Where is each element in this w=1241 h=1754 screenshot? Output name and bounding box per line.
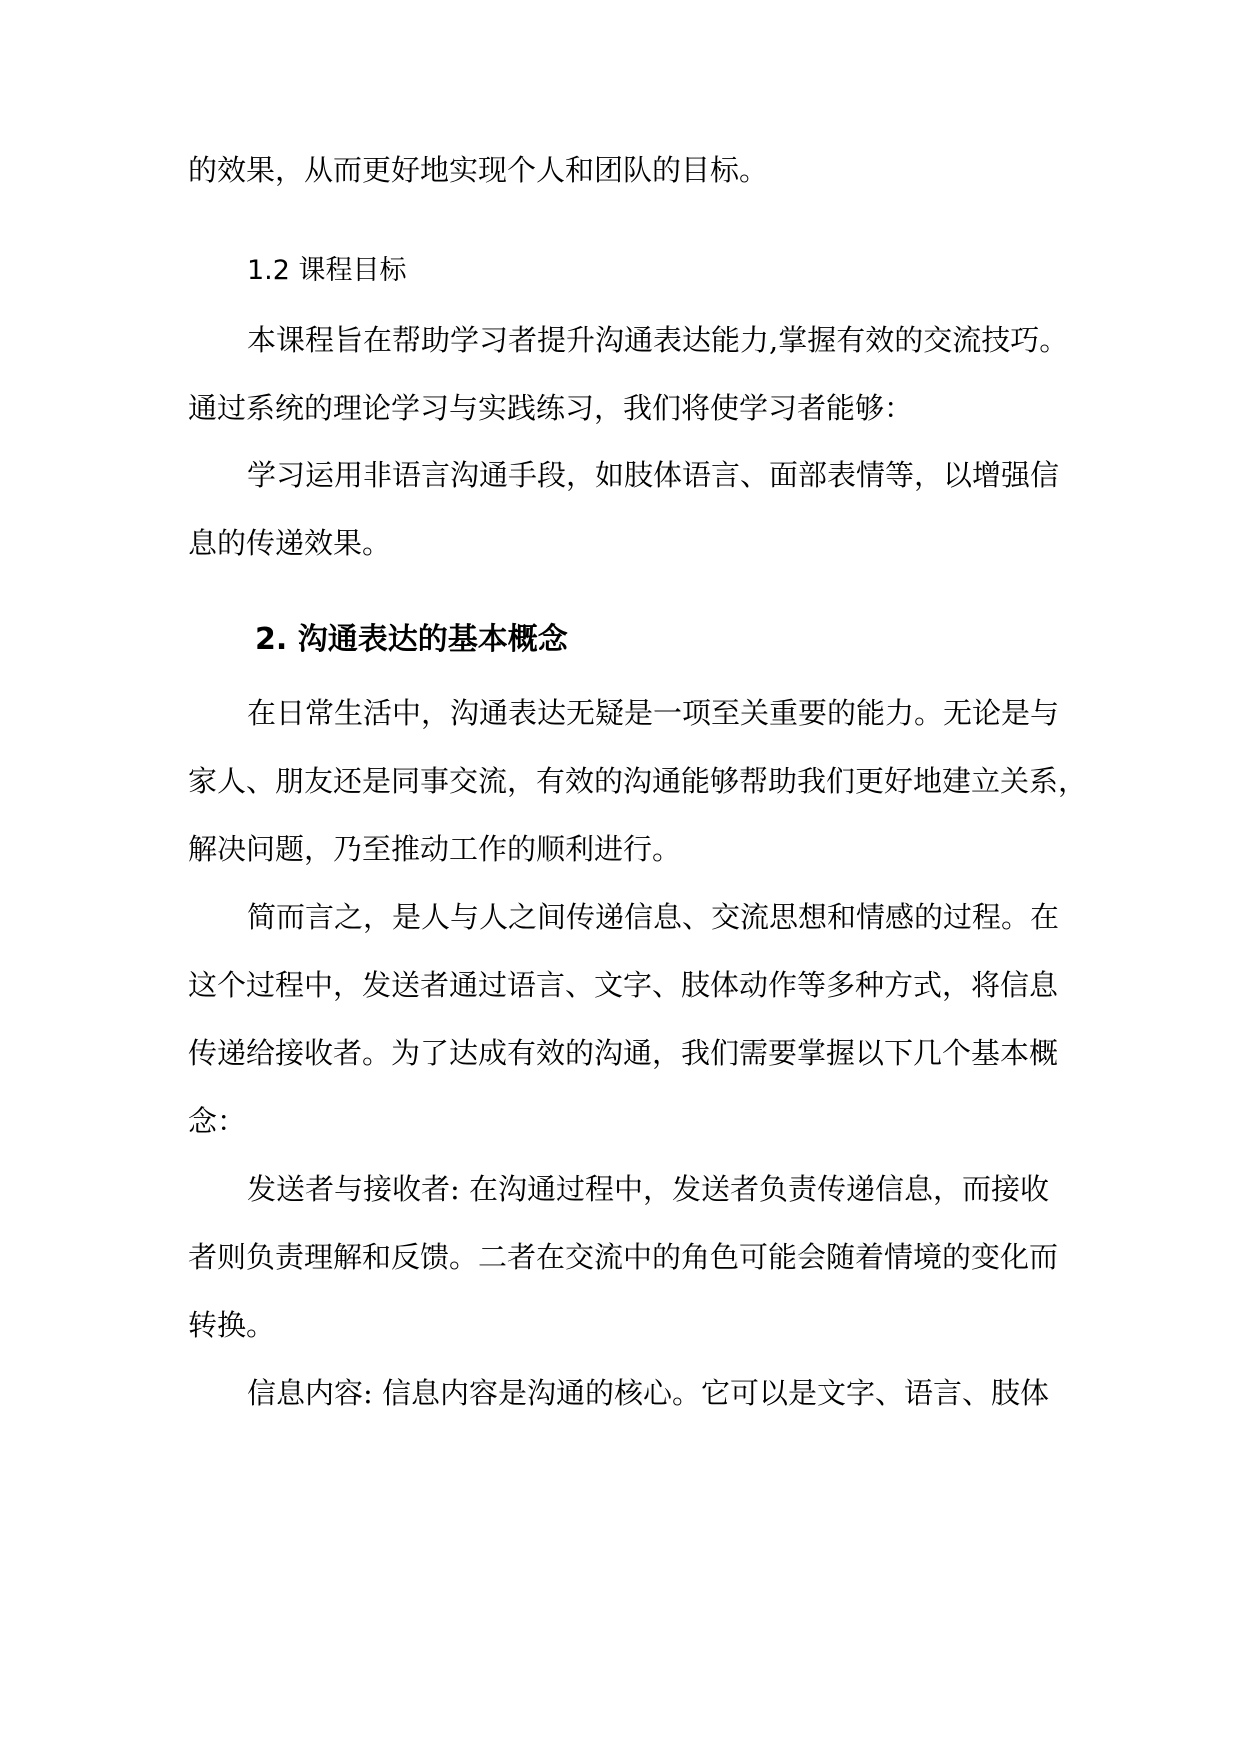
body-text-line: 本课程旨在帮助学习者提升沟通表达能力,掌握有效的交流技巧。 (247, 323, 1069, 357)
body-text-line: 家人、朋友还是同事交流，有效的沟通能够帮助我们更好地建立关系， (188, 764, 1088, 798)
body-text-line: 信息内容: 信息内容是沟通的核心。它可以是文字、语言、肢体 (247, 1376, 1049, 1410)
section-1-2-heading: 1.2 课程目标 (247, 255, 407, 286)
body-text-line: 发送者与接收者: 在沟通过程中，发送者负责传递信息，而接收 (247, 1172, 1049, 1206)
body-text-line: 解决问题，乃至推动工作的顺利进行。 (188, 832, 682, 866)
body-text-line: 者则负责理解和反馈。二者在交流中的角色可能会随着情境的变化而 (188, 1240, 1059, 1274)
body-text-line: 通过系统的理论学习与实践练习，我们将使学习者能够： (188, 391, 914, 425)
section-2-heading: 2. 沟通表达的基本概念 (255, 622, 568, 657)
body-text-line: 在日常生活中，沟通表达无疑是一项至关重要的能力。无论是与 (247, 696, 1060, 730)
body-text-line: 的效果，从而更好地实现个人和团队的目标。 (188, 153, 769, 187)
body-text-line: 息的传递效果。 (188, 526, 392, 560)
body-text-line: 这个过程中，发送者通过语言、文字、肢体动作等多种方式，将信息 (188, 968, 1059, 1002)
body-text-line: 转换。 (188, 1308, 276, 1342)
body-text-line: 学习运用非语言沟通手段，如肢体语言、面部表情等，以增强信 (247, 458, 1060, 492)
body-text-line: 简而言之，是人与人之间传递信息、交流思想和情感的过程。在 (247, 900, 1060, 934)
body-text-line: 念： (188, 1104, 247, 1138)
body-text-line: 传递给接收者。为了达成有效的沟通，我们需要掌握以下几个基本概 (188, 1036, 1059, 1070)
